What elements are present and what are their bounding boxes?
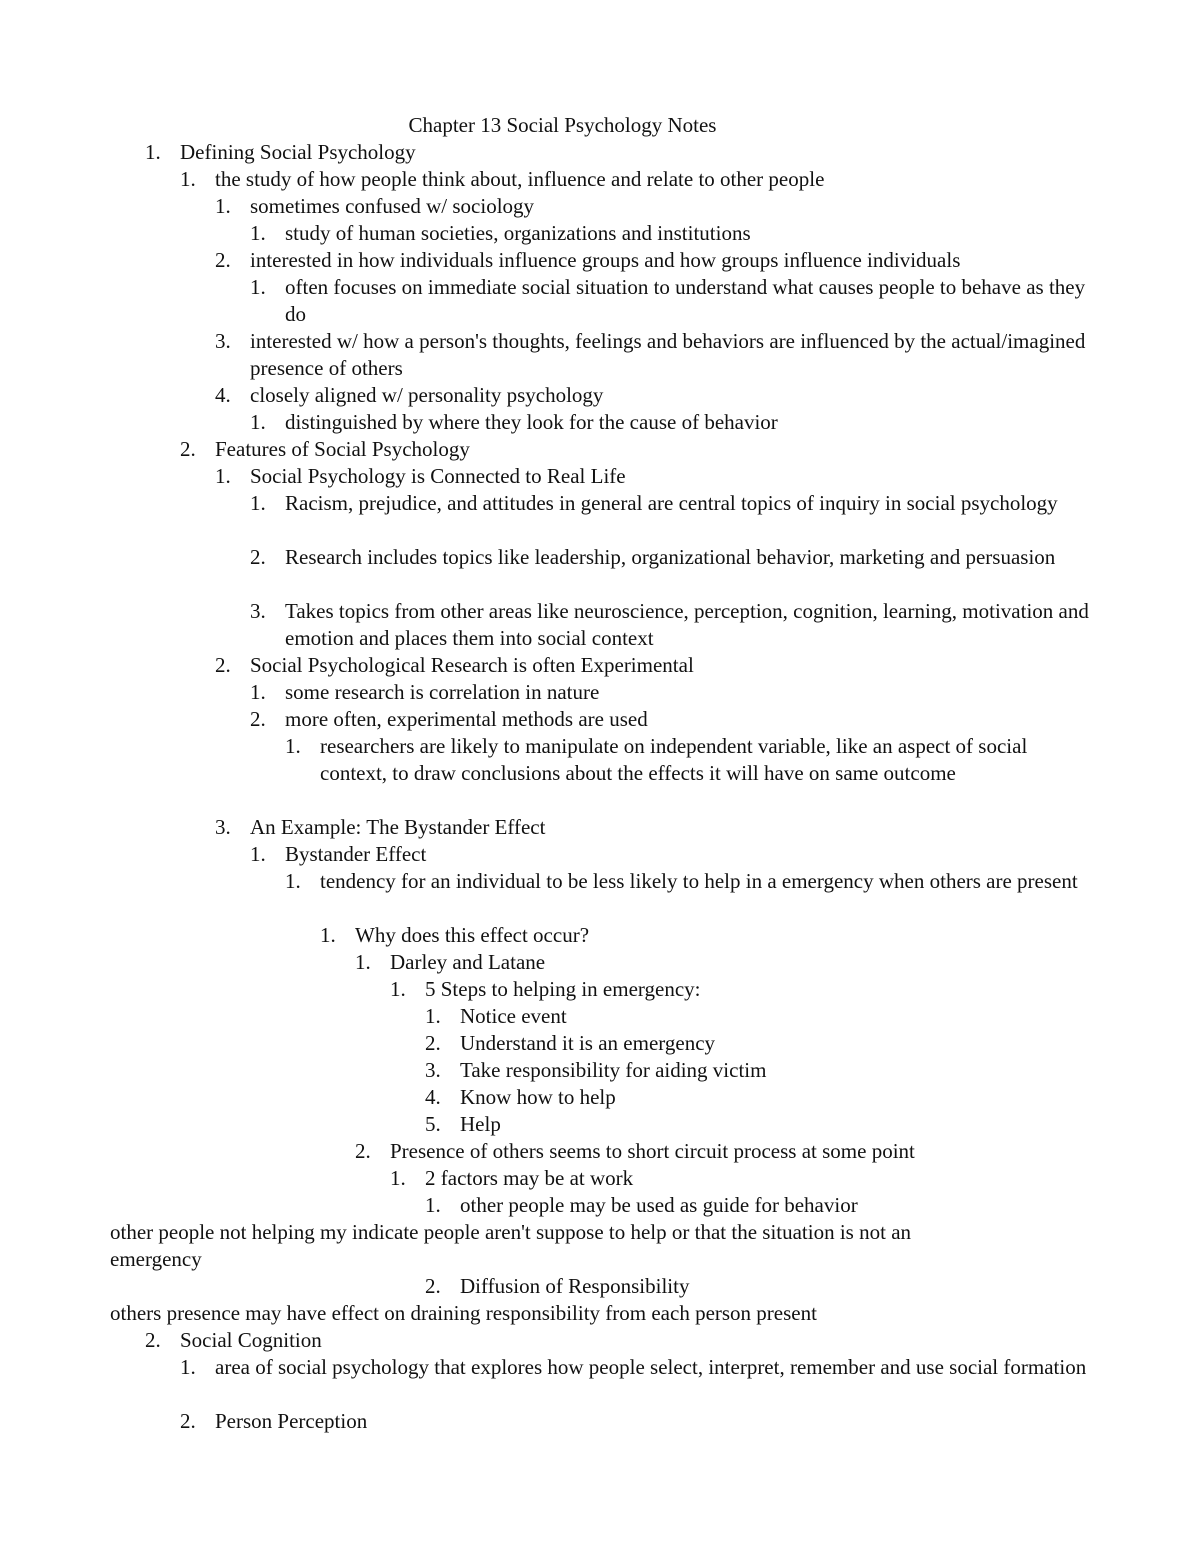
list-item [0,463,1200,490]
list-item [0,544,1200,598]
list-marker: 2. [215,248,231,272]
list-item-text: Know how to help [460,1085,616,1109]
list-item-text: Social Psychology is Connected to Real Life [250,464,626,488]
list-item [0,976,1200,1003]
list-item-text: 5 Steps to helping in emergency: [425,977,701,1001]
list-marker: 3. [215,815,231,839]
list-marker: 1. [215,464,231,488]
list-item [0,409,1200,436]
list-marker: 2. [180,437,196,461]
continuation-text: emergency [110,1247,202,1271]
list-marker: 3. [215,329,231,353]
list-marker: 2. [145,1328,161,1352]
list-item-text: Social Psychological Research is often Experimental [250,653,694,677]
list-marker: 1. [250,221,266,245]
list-item-text: interested w/ how a person's thoughts, feelings and behaviors are influenced by the actual/imagined presence of others [250,329,1086,380]
list-item-text: more often, experimental methods are used [285,707,648,731]
list-item [0,1273,1200,1300]
list-marker: 4. [215,383,231,407]
list-item [0,1327,1200,1354]
list-item [0,841,1200,868]
list-item [0,679,1200,706]
list-marker: 3. [250,599,266,623]
list-marker: 2. [425,1274,441,1298]
list-marker: 1. [250,842,266,866]
list-item [0,382,1200,409]
list-item [0,949,1200,976]
list-marker: 3. [425,1058,441,1082]
list-item-text: Bystander Effect [285,842,427,866]
list-item-text: interested in how individuals influence groups and how groups influence individuals [250,248,961,272]
list-item-text: distinguished by where they look for the cause of behavior [285,410,778,434]
list-item-text: Defining Social Psychology [180,140,416,164]
list-marker: 5. [425,1112,441,1136]
list-item [0,274,1200,328]
list-item-text: Diffusion of Responsibility [460,1274,690,1298]
list-item [0,1111,1200,1138]
list-item-text: Notice event [460,1004,567,1028]
list-item-text: Darley and Latane [390,950,546,974]
list-item-text: tendency for an individual to be less likely to help in a emergency when others are present [320,869,1078,893]
list-item-text: Research includes topics like leadership, organizational behavior, marketing and persuasion [285,545,1056,569]
list-marker: 1. [425,1004,441,1028]
list-item [0,1057,1200,1084]
continuation-text: others presence may have effect on draining responsibility from each person present [110,1301,817,1325]
list-item [0,814,1200,841]
list-item-text: An Example: The Bystander Effect [250,815,546,839]
list-item-text: area of social psychology that explores how people select, interpret, remember and use social formation [215,1355,1087,1379]
list-item [0,598,1200,652]
list-marker: 1. [285,869,301,893]
list-item [0,1192,1200,1219]
list-item [0,1003,1200,1030]
list-item [0,1408,1200,1435]
list-item-text: some research is correlation in nature [285,680,600,704]
list-marker: 1. [145,140,161,164]
list-item-text: Take responsibility for aiding victim [460,1058,767,1082]
list-item [0,706,1200,733]
list-marker: 1. [180,1355,196,1379]
list-marker: 2. [215,653,231,677]
list-item [0,1165,1200,1192]
list-item-text: Why does this effect occur? [355,923,590,947]
list-item-text: Presence of others seems to short circuit process at some point [390,1139,915,1163]
list-item [0,922,1200,949]
list-item-text: closely aligned w/ personality psychology [250,383,604,407]
list-marker: 1. [250,491,266,515]
list-item [0,1138,1200,1165]
list-item [0,868,1200,922]
list-marker: 1. [180,167,196,191]
list-item-text: study of human societies, organizations and institutions [285,221,751,245]
list-item [0,166,1200,193]
list-item-text: the study of how people think about, influence and relate to other people [215,167,825,191]
list-item [0,436,1200,463]
list-item-text: Social Cognition [180,1328,322,1352]
continuation-text: other people not helping my indicate people aren't suppose to help or that the situation is not an [110,1220,912,1244]
document-title: Chapter 13 Social Psychology Notes [408,113,717,137]
list-item-text: researchers are likely to manipulate on independent variable, like an aspect of social context, to draw conclusions about the effects it will have on same outcome [320,734,1028,785]
list-marker: 1. [250,680,266,704]
list-marker: 1. [250,410,266,434]
list-item [0,733,1200,814]
list-item-text: sometimes confused w/ sociology [250,194,535,218]
list-item [0,139,1200,166]
list-marker: 1. [285,734,301,758]
list-item-text: Features of Social Psychology [215,437,470,461]
list-marker: 1. [250,275,266,299]
list-item-text: Understand it is an emergency [460,1031,716,1055]
list-item [0,328,1200,382]
list-item [0,1354,1200,1408]
list-item-text: Takes topics from other areas like neuroscience, perception, cognition, learning, motivation and emotion and places them into social context [285,599,1089,650]
list-item [0,1084,1200,1111]
list-marker: 2. [250,545,266,569]
list-marker: 1. [390,1166,406,1190]
list-marker: 1. [390,977,406,1001]
list-item [0,247,1200,274]
list-item [0,193,1200,220]
list-item-text: Help [460,1112,501,1136]
list-item-text: often focuses on immediate social situation to understand what causes people to behave as they do [285,275,1086,326]
list-item [0,652,1200,679]
list-marker: 2. [355,1139,371,1163]
list-marker: 1. [425,1193,441,1217]
list-item-text: Person Perception [215,1409,368,1433]
list-marker: 4. [425,1085,441,1109]
list-marker: 2. [425,1031,441,1055]
list-item-text: other people may be used as guide for behavior [460,1193,858,1217]
list-item [0,1030,1200,1057]
list-item [0,490,1200,544]
list-item-text: Racism, prejudice, and attitudes in general are central topics of inquiry in social psychology [285,491,1058,515]
list-marker: 1. [215,194,231,218]
list-marker: 1. [320,923,336,947]
list-marker: 2. [180,1409,196,1433]
list-marker: 1. [355,950,371,974]
list-marker: 2. [250,707,266,731]
list-item-text: 2 factors may be at work [425,1166,634,1190]
list-item [0,220,1200,247]
